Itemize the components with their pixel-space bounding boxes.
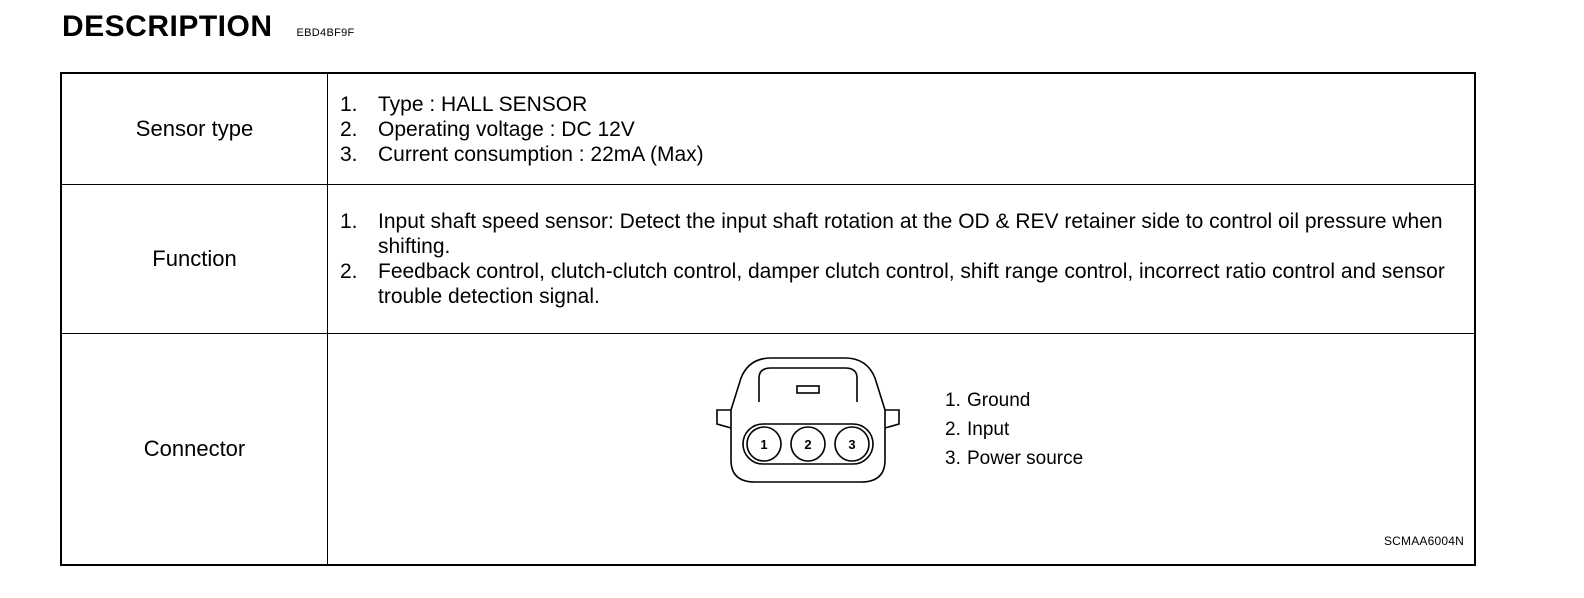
list-item-text: Feedback control, clutch-clutch control, damper clutch control, shift range control, incorrect ratio control and sensor trouble detection signal. [378,260,1445,308]
connector-cell [328,334,1474,564]
connector-latch [759,368,857,402]
list-item-text: Input shaft speed sensor: Detect the input shaft rotation at the OD & REV retainer side to control oil pressure when shifting. [378,210,1443,258]
connector-left-tab [717,410,731,428]
list-item-text: Current consumption : 22mA (Max) [378,142,704,166]
section-title: DESCRIPTION [62,10,273,43]
sensor-type-list [328,92,1474,167]
list-item [340,117,1464,142]
pin-2-label: 2 [804,437,812,452]
pin-legend-text: Power source [967,448,1084,469]
list-item-text: Type : HALL SENSOR [378,92,588,116]
table-row-connector [61,334,1475,566]
list-item [340,142,1464,167]
section-code: EBD4BF9F [296,27,355,39]
pin-legend-number: 1. [945,390,961,411]
row-content-connector [328,334,1476,566]
pin-legend [945,386,1083,473]
pin-legend-item [945,444,1083,473]
table-row-sensor-type [61,73,1475,185]
connector-key-slot [797,386,819,393]
sensor-spec-table [60,72,1476,566]
list-item-number: 3. [340,142,358,166]
list-item [340,92,1464,117]
pin-legend-number: 2. [945,419,961,440]
pin-legend-text: Ground [967,390,1031,411]
pin-1-label: 1 [760,437,768,452]
row-label-sensor-type: Sensor type [61,73,328,185]
list-item-number: 1. [340,210,358,233]
list-item-number: 2. [340,117,358,141]
row-content-sensor-type [328,73,1476,185]
row-label-function: Function [61,185,328,334]
section-heading [62,10,355,44]
list-item-text: Operating voltage : DC 12V [378,117,635,141]
connector-right-tab [885,410,899,428]
list-item [340,259,1464,309]
pin-legend-item [945,386,1083,415]
row-content-function [328,185,1476,334]
pin-legend-item [945,415,1083,444]
table-row-function [61,185,1475,334]
list-item-number: 1. [340,92,358,116]
function-list [328,209,1474,309]
pin-legend-text: Input [967,419,1010,440]
row-label-connector: Connector [61,334,328,566]
figure-code: SCMAA6004N [1383,534,1464,548]
pin-legend-number: 3. [945,448,961,469]
list-item-number: 2. [340,260,358,283]
list-item [340,209,1464,259]
connector-diagram [713,348,903,488]
pin-3-label: 3 [848,437,856,452]
